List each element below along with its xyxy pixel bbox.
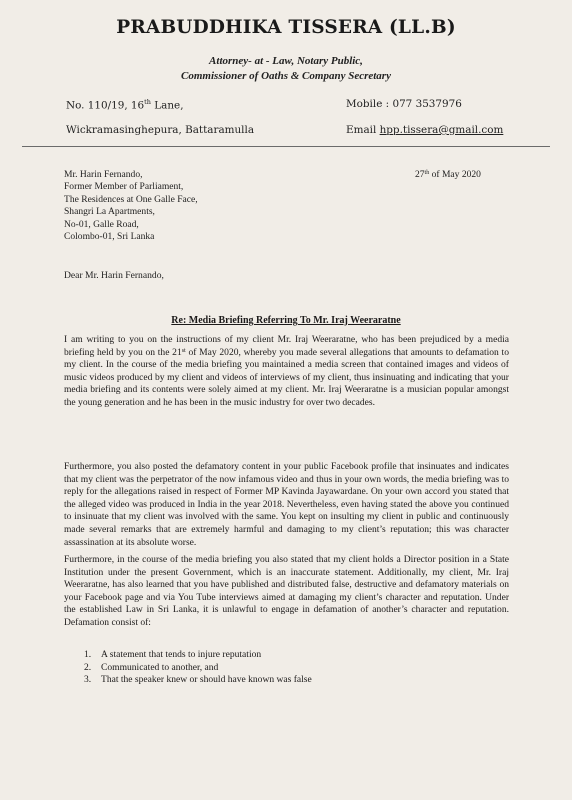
email-link[interactable]: hpp.tissera@gmail.com [379, 124, 504, 136]
paragraph-1-start: I am writing to you on the instructions of my client Mr. Iraj Weeraratne, who has been prejudiced by a media briefing held by you on the 21 [64, 334, 509, 358]
mobile-number [346, 98, 462, 110]
date-suffix: th [424, 170, 430, 176]
recipient-address [64, 169, 198, 244]
defamation-elements-list [84, 649, 312, 687]
address-line2: Wickramasinghepura, Battaramulla [66, 124, 255, 136]
address-line1-superscript: th [144, 98, 151, 106]
list-number: 3. [84, 674, 92, 686]
salutation: Dear Mr. Harin Fernando, [64, 270, 164, 281]
recipient-line: No-01, Galle Road, [64, 218, 139, 230]
list-item [84, 662, 312, 675]
email-label: Email [346, 124, 380, 136]
recipient-line: Shangri La Apartments, [64, 206, 155, 218]
letterhead-title-line1: Attorney- at - Law, Notary Public, [209, 55, 363, 67]
letterhead-name: PRABUDDHIKA TISSERA (LL.B) [116, 17, 456, 38]
paragraph-2: Furthermore, you also posted the defamatory content in your public Facebook profile that insinuates and indicates that my client was the perpetrator of the now infamous video and thus in your own words, the media briefing was to reply for the allegations raised in respect of Former MP Kavinda Jayawardane. On your own accord you stated that the alleged video was produced in India in the year 2018. Nevertheless, even having stated the above you continued to insinuate that my client was involved with the same. You kept on insulting my client in public and continuously made several remarks that are extremely harmful and damaging to my client’s reputation; this was character assassination at its absolute worse. [64, 461, 509, 548]
list-item [84, 649, 312, 662]
date-rest: of May 2020 [429, 169, 481, 180]
list-text: That the speaker knew or should have known was false [101, 674, 312, 686]
email-address [346, 124, 503, 136]
paragraph-1-end: of May 2020, whereby you made several allegations that amounts to defamation to my client. In the course of the media briefing you maintained a media screen that contained images and videos of music videos produced by my client and videos of interviews of my client, thus insinuating and indicating that your media briefing and its contents were solely aimed at my client. Mr. Iraj Weeraratne is a musician popular amongst the young generation and he has been in the music industry for over two decades. [64, 346, 509, 408]
address-line1-end: Lane, [150, 99, 184, 112]
recipient-line: The Residences at One Galle Face, [64, 193, 198, 205]
list-number: 1. [84, 649, 92, 660]
address-line1 [66, 98, 184, 111]
subject-line: Re: Media Briefing Referring To Mr. Iraj Weeraratne [171, 315, 401, 326]
paragraph-1-superscript: st [181, 347, 186, 354]
letterhead-title-line2: Commissioner of Oaths & Company Secretary [181, 70, 391, 82]
mobile-value: 077 3537976 [392, 98, 462, 110]
date-day: 27 [415, 169, 425, 180]
mobile-label: Mobile : [346, 98, 393, 110]
address-line1-start: No. 110/19, 16 [66, 99, 145, 112]
list-text: Communicated to another, and [101, 661, 219, 673]
paragraph-3: Furthermore, in the course of the media briefing you also stated that my client holds a Director position in a State Institution under the present Government, which is an inaccurate statement. Additionally, my client, Mr. Iraj Weeraratne, has also learned that you have published and distributed false, destructive and defamatory materials on your Facebook page and via You Tube interviews aimed at damaging my client’s character and reputation. Under the established Law in Sri Lanka, it is unlawful to engage in defamation of another’s character and reputation. Defamation consist of: [64, 554, 509, 628]
recipient-line: Colombo-01, Sri Lanka [64, 231, 155, 243]
recipient-line: Former Member of Parliament, [64, 181, 184, 193]
list-item [84, 674, 312, 687]
letterhead-divider [22, 146, 550, 147]
list-number: 2. [84, 661, 92, 673]
paragraph-1 [64, 334, 509, 410]
letter-date [415, 169, 481, 181]
list-text: A statement that tends to injure reputation [101, 649, 262, 660]
recipient-line: Mr. Harin Fernando, [64, 169, 143, 180]
